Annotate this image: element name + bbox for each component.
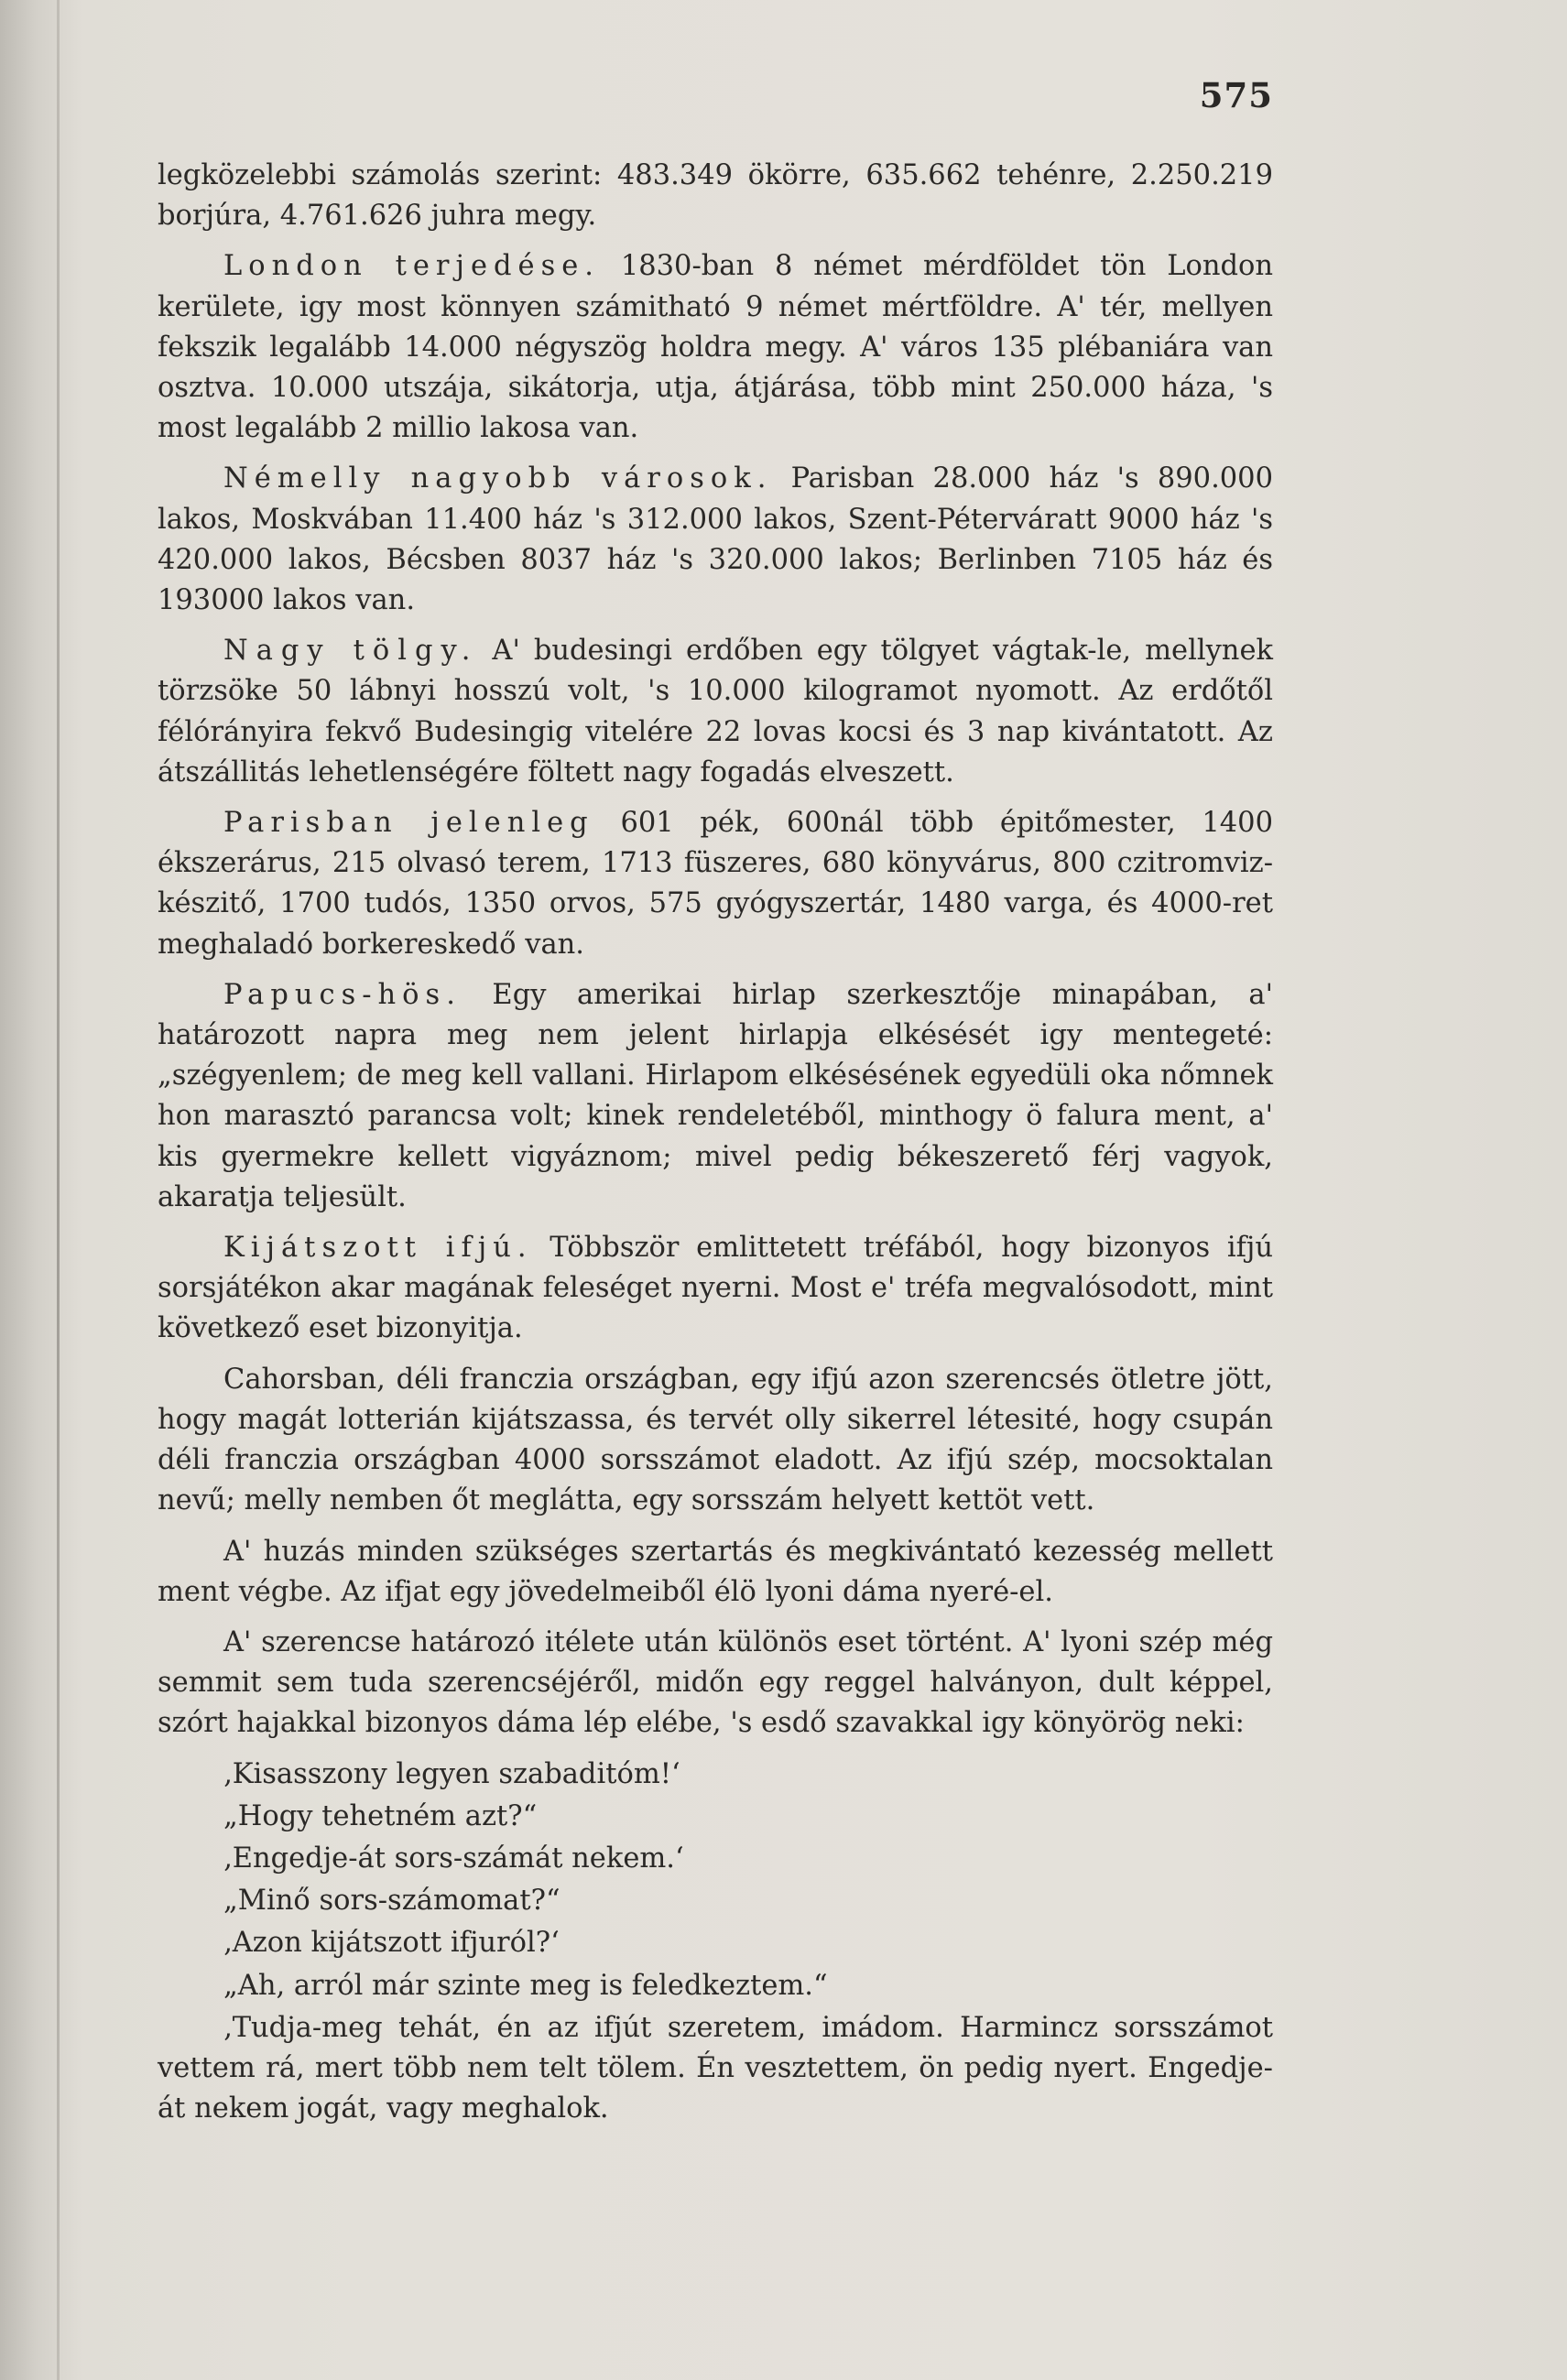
binding-gutter [57, 0, 60, 2380]
paragraph-1: legközelebbi számolás szerint: 483.349 ökörre, 635.662 tehénre, 2.250.219 borjúra, 4.761.626 juhra megy. [158, 159, 1273, 233]
section-lead-kijatszott: Kijátszott ifjú. [223, 1232, 533, 1265]
paragraph-szerencse: A' szerencse határozó itélete után különös eset történt. A' lyoni szép még semmit sem tuda szerencséjéről, midőn egy reggel halványon, dult képpel, szórt hajakkal bizonyos dáma lép elébe, 's esdő szavakkal igy könyörög neki: [158, 1625, 1273, 1740]
paragraph-oak: Nagy tölgy. A' budesingi erdőben egy tölgyet vágtak-le, mellynek törzsöke 50 lábnyi hosszú volt, 's 10.000 kilogramot nyomott. Az erdőtől félórányira fekvő Budesingig vitelére 22 lovas kocsi és 3 nap kivántatott. Az átszállitás lehetlenségére föltett nagy fogadás elveszett. [158, 635, 1273, 788]
dialogue-line: „Minő sors-számomat?“ [223, 1885, 560, 1918]
paragraph-huzas: A' huzás minden szükséges szertartás és megkivántató kezesség mellett ment végbe. Az ifjat egy jövedelmeiből élö lyoni dáma nyeré-el. [158, 1535, 1273, 1608]
dialogue-line: ‚Tudja-meg tehát, én az ifjút szeretem, imádom. Harmincz sorsszámot vettem rá, mert több nem telt tölem. Én vesztettem, ön pedig nyert. Engedje-át nekem jogát, vagy meghalok. [158, 2011, 1273, 2125]
section-lead-oak: Nagy tölgy. [223, 635, 479, 668]
section-lead-papucs: Papucs-hös. [223, 978, 462, 1011]
paragraph-papucs: Papucs-hös. Egy amerikai hirlap szerkesztője minapában, a' határozott napra meg nem jelent hirlapja elkésését igy mentegeté: „szégyenlem; de meg kell vallani. Hirlapom elkésésének egyedüli oka nőmnek hon marasztó parancsa volt; kinek rendeletéből, minthogy ö falura ment, a' kis gyermekre kellett vigyáznom; mivel pedig békeszerető férj vagyok, akaratja teljesült. [158, 978, 1273, 1213]
page-text [158, 156, 1273, 2131]
dialogue-line: „Ah, arról már szinte meg is feledkeztem.“ [223, 1969, 828, 2002]
paragraph-paris: Parisban jelenleg 601 pék, 600nál több épitőmester, 1400 ékszerárus, 215 olvasó terem, 1713 füszeres, 680 könyvárus, 800 czitromviz-készitő, 1700 tudós, 1350 orvos, 575 gyógyszertár, 1480 varga, és 4000-ret meghaladó borkereskedő van. [158, 807, 1273, 961]
dialogue-line: „Hogy tehetném azt?“ [223, 1799, 538, 1832]
paragraph-cities: Némelly nagyobb városok. Parisban 28.000 ház 's 890.000 lakos, Moskvában 11.400 ház 's 312.000 lakos, Szent-Péterváratt 9000 ház 's 420.000 lakos, Bécsben 8037 ház 's 320.000 lakos; Berlinben 7105 ház és 193000 lakos van. [158, 462, 1273, 617]
paragraph-cahors: Cahorsban, déli franczia országban, egy ifjú azon szerencsés ötletre jött, hogy magát lotterián kijátszassa, és tervét olly sikerrel létesité, hogy csupán déli franczia országban 4000 sorsszámot eladott. Az ifjú szép, mocsoktalan nevű; melly nemben őt meglátta, egy sorsszám helyett kettöt vett. [158, 1363, 1273, 1517]
section-lead-london: London terjedése. [223, 250, 600, 283]
dialogue-line: ‚Azon kijátszott ifjuról?‘ [223, 1927, 560, 1960]
paragraph-kijatszott: Kijátszott ifjú. Többször emlittetett tréfából, hogy bizonyos ifjú sorsjátékon akar magának feleséget nyerni. Most e' tréfa megvalósodott, mint következő eset bizonyitja. [158, 1232, 1273, 1345]
dialogue-line: ‚Kisasszony legyen szabaditóm!‘ [223, 1757, 680, 1790]
dialogue-line: ‚Engedje-át sors-számát nekem.‘ [223, 1842, 684, 1875]
paragraph-london: London terjedése. 1830-ban 8 német mérdföldet tön London kerülete, igy most könnyen számitható 9 német mértföldre. A' tér, mellyen fekszik legalább 14.000 négyszög holdra megy. A' város 135 plébaniára van osztva. 10.000 utszája, sikátorja, utja, átjárása, több mint 250.000 háza, 's most legalább 2 millio lakosa van. [158, 250, 1273, 445]
page-number: 575 [1199, 75, 1273, 115]
section-lead-cities: Némelly nagyobb városok. [223, 462, 773, 495]
section-lead-paris: Parisban jelenleg [223, 807, 594, 840]
